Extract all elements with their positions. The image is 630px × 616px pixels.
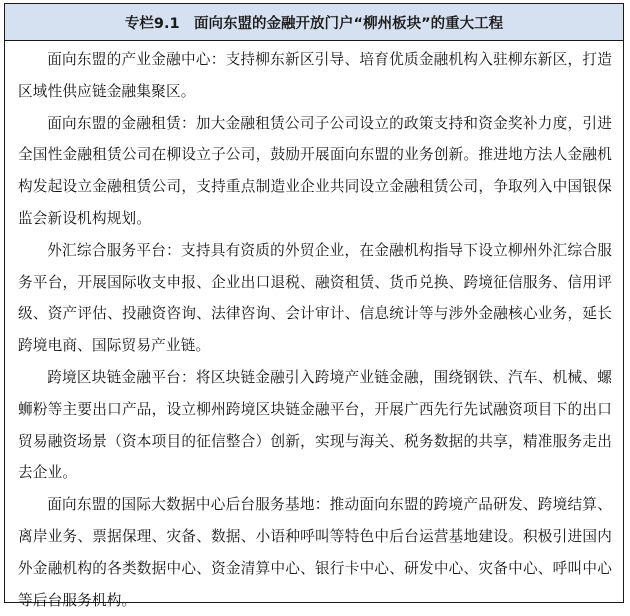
paragraph-big-data-backoffice-base: 面向东盟的国际大数据中心后台服务基地：推动面向东盟的跨境产品研发、跨境结算、离岸业务、票据保理、灾备、数据、小语种呼叫等特色中后台运营基地建设。积极引进国内外金融机构的各类数据中心、资金清算中心、银行卡中心、研发中心、灾备中心、呼叫中心等后台服务机构。 <box>18 496 612 609</box>
paragraph-blockchain-finance-platform: 跨境区块链金融平台：将区块链金融引入跨境产业链金融，围绕钢铁、汽车、机械、螺蛳粉等主要出口产品，设立柳州跨境区块链金融平台，开展广西先行先试融资项目下的出口贸易融资场景（资本项目的征信整合）创新，实现与海关、税务数据的共享，精准服务走出去企业。 <box>18 368 612 482</box>
box-body <box>5 41 623 616</box>
feature-box <box>4 3 624 609</box>
paragraph-financial-leasing: 面向东盟的金融租赁：加大金融租赁公司子公司设立的政策支持和资金奖补力度，引进全国性金融租赁公司在柳设立子公司，鼓励开展面向东盟的业务创新。推进地方法人金融机构发起设立金融租赁公司，支持重点制造业企业共同设立金融租赁公司，争取列入中国银保监会新设机构规划。 <box>18 114 612 227</box>
paragraph-industrial-finance-center: 面向东盟的产业金融中心：支持柳东新区引导、培育优质金融机构入驻柳东新区，打造区域性供应链金融集聚区。 <box>18 51 612 100</box>
paragraph-forex-service-platform: 外汇综合服务平台：支持具有资质的外贸企业，在金融机构指导下设立柳州外汇综合服务平台，开展国际收支申报、企业出口退税、融资租赁、货币兑换、跨境征信服务、信用评级、资产评估、投融资咨询、法律咨询、会计审计、信息统计等与涉外金融核心业务，延长跨境电商、国际贸易产业链。 <box>18 241 612 355</box>
box-title: 专栏9.1 面向东盟的金融开放门户“柳州板块”的重大工程 <box>5 4 623 41</box>
